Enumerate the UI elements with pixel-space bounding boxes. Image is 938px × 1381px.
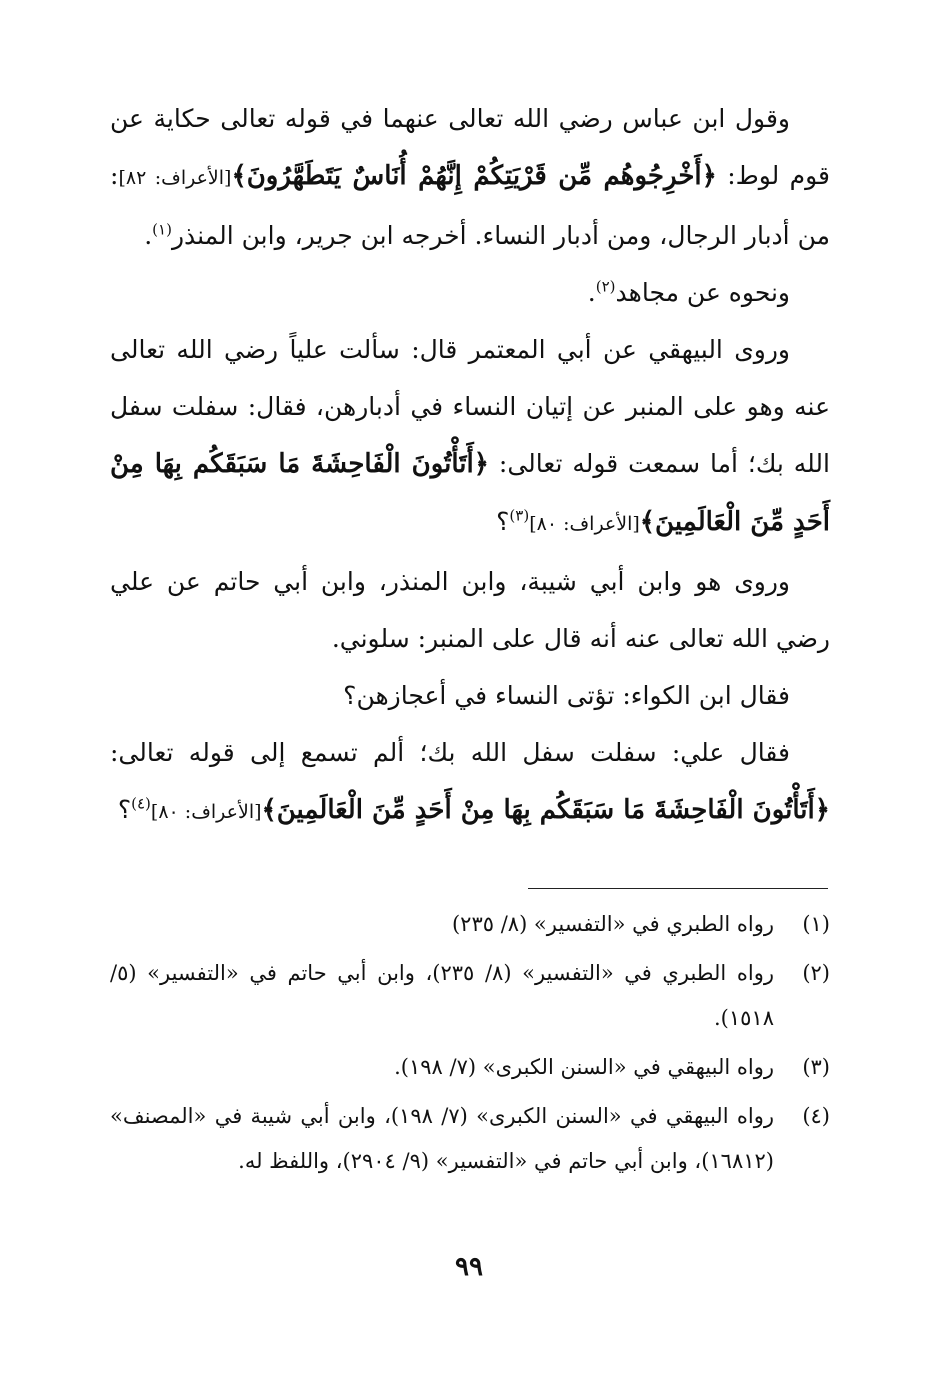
verse-reference: [الأعراف: ٨٠] <box>529 513 640 535</box>
quran-verse: ﴿أَتَأْتُونَ الْفَاحِشَةَ مَا سَبَقَكُم بِهَا مِنْ أَحَدٍ مِّنَ الْعَالَمِينَ﴾ <box>110 449 830 537</box>
page-number: ٩٩ <box>455 1252 483 1282</box>
verse-reference: [الأعراف: ٨٢] <box>118 167 232 189</box>
footnote-marker: (١) <box>152 220 172 239</box>
main-text <box>110 90 830 841</box>
footnote-number: (٣) <box>802 1055 830 1079</box>
footnote-marker: (٣) <box>509 506 530 525</box>
footnote-divider <box>528 888 828 889</box>
footnote-item <box>110 951 830 1041</box>
footnote-number: (٤) <box>802 1104 830 1128</box>
quran-verse: ﴿أَتَأْتُونَ الْفَاحِشَةَ مَا سَبَقَكُم بِهَا مِنْ أَحَدٍ مِّنَ الْعَالَمِينَ﴾ <box>261 795 830 825</box>
paragraph-mujahid: ونحوه عن مجاهد$^{(٢)}$. <box>587 277 790 307</box>
paragraph-ibn-abi-shayba: وروى هو وابن أبي شيبة، وابن المنذر، وابن أبي حاتم عن علي رضي الله تعالى عنه أنه قال على المنبر: سلوني. <box>110 567 830 653</box>
footnote-number: (٢) <box>802 961 830 985</box>
footnote-item <box>110 1045 830 1090</box>
paragraph-ibn-abbas: وقول ابن عباس رضي الله تعالى عنهما في قوله تعالى حكاية عن قوم لوط: ﴿أَخْرِجُوهُم مِّن قَرْيَتِكُمْ إِنَّهُمْ أُنَاسٌ يَتَطَهَّرُونَ﴾[الأعراف: ٨٢]: من أدبار الرجال، ومن أدبار النساء. أخرجه ابن جرير، وابن المنذر$^{(١)}$. <box>110 104 830 250</box>
footnote-text: رواه البيهقي في «السنن الكبرى» (٧/ ١٩٨). <box>394 1055 774 1079</box>
quran-verse: ﴿أَخْرِجُوهُم مِّن قَرْيَتِكُمْ إِنَّهُمْ أُنَاسٌ يَتَطَهَّرُونَ﴾ <box>231 161 717 191</box>
verse-reference: [الأعراف: ٨٠] <box>150 801 262 823</box>
footnote-item <box>110 1094 830 1184</box>
footnote-text: رواه البيهقي في «السنن الكبرى» (٧/ ١٩٨)، وابن أبي شيبة في «المصنف» (١٦٨١٢)، وابن أبي حاتم في «التفسير» (٩/ ٢٩٠٤)، واللفظ له. <box>110 1104 774 1173</box>
footnote-marker: (٢) <box>595 277 616 296</box>
paragraph-bayhaqi: وروى البيهقي عن أبي المعتمر قال: سألت علياً رضي الله تعالى عنه وهو على المنبر عن إتيان النساء في أدبارهن، فقال: سفلت سفل الله بك؛ أما سمعت قوله تعالى: ﴿أَتَأْتُونَ الْفَاحِشَةَ مَا سَبَقَكُم بِهَا مِنْ أَحَدٍ مِّنَ الْعَالَمِينَ﴾[الأعراف: ٨٠]$^{(٣)}$؟ <box>110 335 830 537</box>
paragraph-ibn-al-kawwa: فقال ابن الكواء: تؤتى النساء في أعجازهن؟ <box>343 681 790 710</box>
footnote-text: رواه الطبري في «التفسير» (٨/ ٢٣٥)، وابن أبي حاتم في «التفسير» (٥/ ١٥١٨). <box>110 961 774 1030</box>
footnote-marker: (٤) <box>131 794 151 813</box>
footnote-text: رواه الطبري في «التفسير» (٨/ ٢٣٥) <box>451 912 774 936</box>
footnote-number: (١) <box>802 912 830 936</box>
footnotes <box>110 902 830 1188</box>
footnote-item <box>110 902 830 947</box>
paragraph-ali-answer: فقال علي: سفلت سفل الله بك؛ ألم تسمع إلى قوله تعالى: ﴿أَتَأْتُونَ الْفَاحِشَةَ مَا سَبَقَكُم بِهَا مِنْ أَحَدٍ مِّنَ الْعَالَمِينَ﴾[الأعراف: ٨٠]$^{(٤)}$؟ <box>110 738 830 825</box>
